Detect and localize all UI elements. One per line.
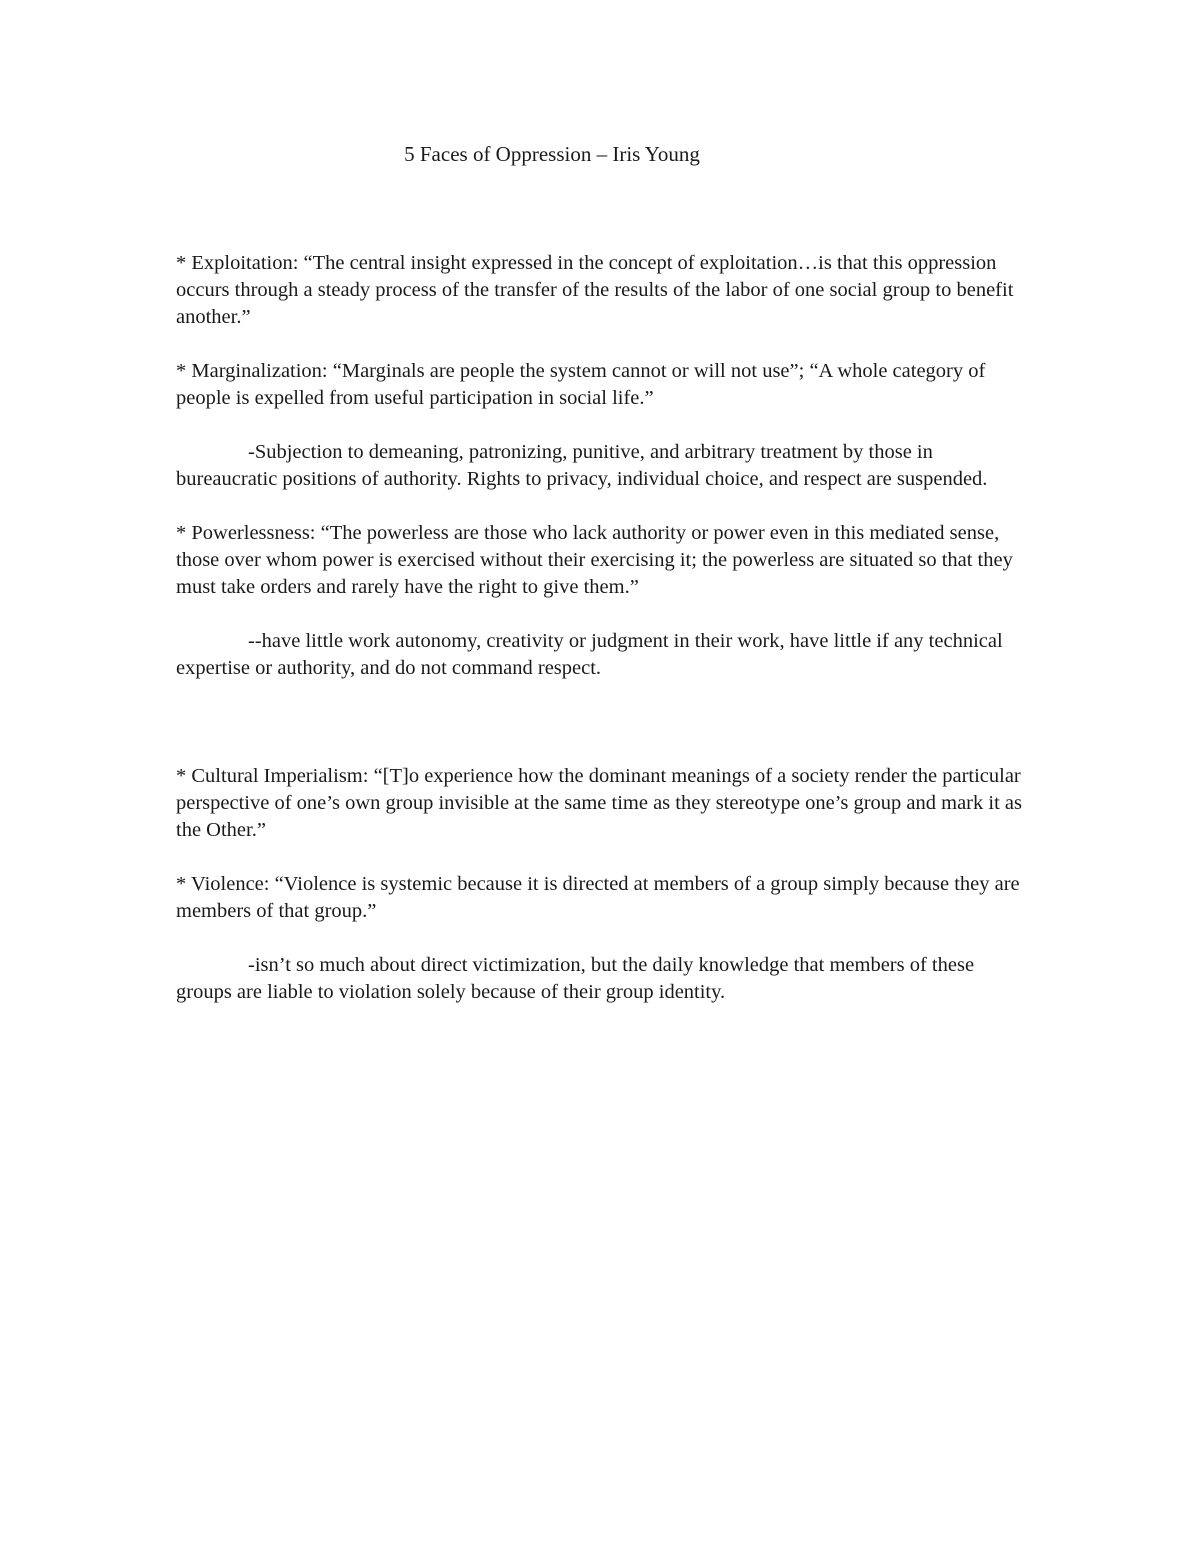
paragraph-marginalization-note: -Subjection to demeaning, patronizing, punitive, and arbitrary treatment by those in bureaucratic positions of authority. Rights to privacy, individual choice, and respect are suspended. <box>176 441 988 490</box>
paragraph-violence-note: -isn’t so much about direct victimization, but the daily knowledge that members of these groups are liable to violation solely because of their group identity. <box>176 954 975 1003</box>
paragraph-violence: * Violence: “Violence is systemic because it is directed at members of a group simply because they are members of that group.” <box>176 873 1020 922</box>
paragraph-exploitation: * Exploitation: “The central insight expressed in the concept of exploitation…is that this oppression occurs through a steady process of the transfer of the results of the labor of one social group to benefit another.” <box>176 252 1014 328</box>
document-body <box>176 250 1026 1033</box>
page-title: 5 Faces of Oppression – Iris Young <box>404 142 700 166</box>
paragraph-cultural-imperialism: * Cultural Imperialism: “[T]o experience how the dominant meanings of a society render the particular perspective of one’s own group invisible at the same time as they stereotype one’s group and mark it as the Other.” <box>176 765 1022 841</box>
paragraph-powerlessness-note: --have little work autonomy, creativity or judgment in their work, have little if any technical expertise or authority, and do not command respect. <box>176 630 1003 679</box>
paragraph-marginalization: * Marginalization: “Marginals are people the system cannot or will not use”; “A whole category of people is expelled from useful participation in social life.” <box>176 360 986 409</box>
paragraph-powerlessness: * Powerlessness: “The powerless are those who lack authority or power even in this mediated sense, those over whom power is exercised without their exercising it; the powerless are situated so that they must take orders and rarely have the right to give them.” <box>176 522 1013 598</box>
